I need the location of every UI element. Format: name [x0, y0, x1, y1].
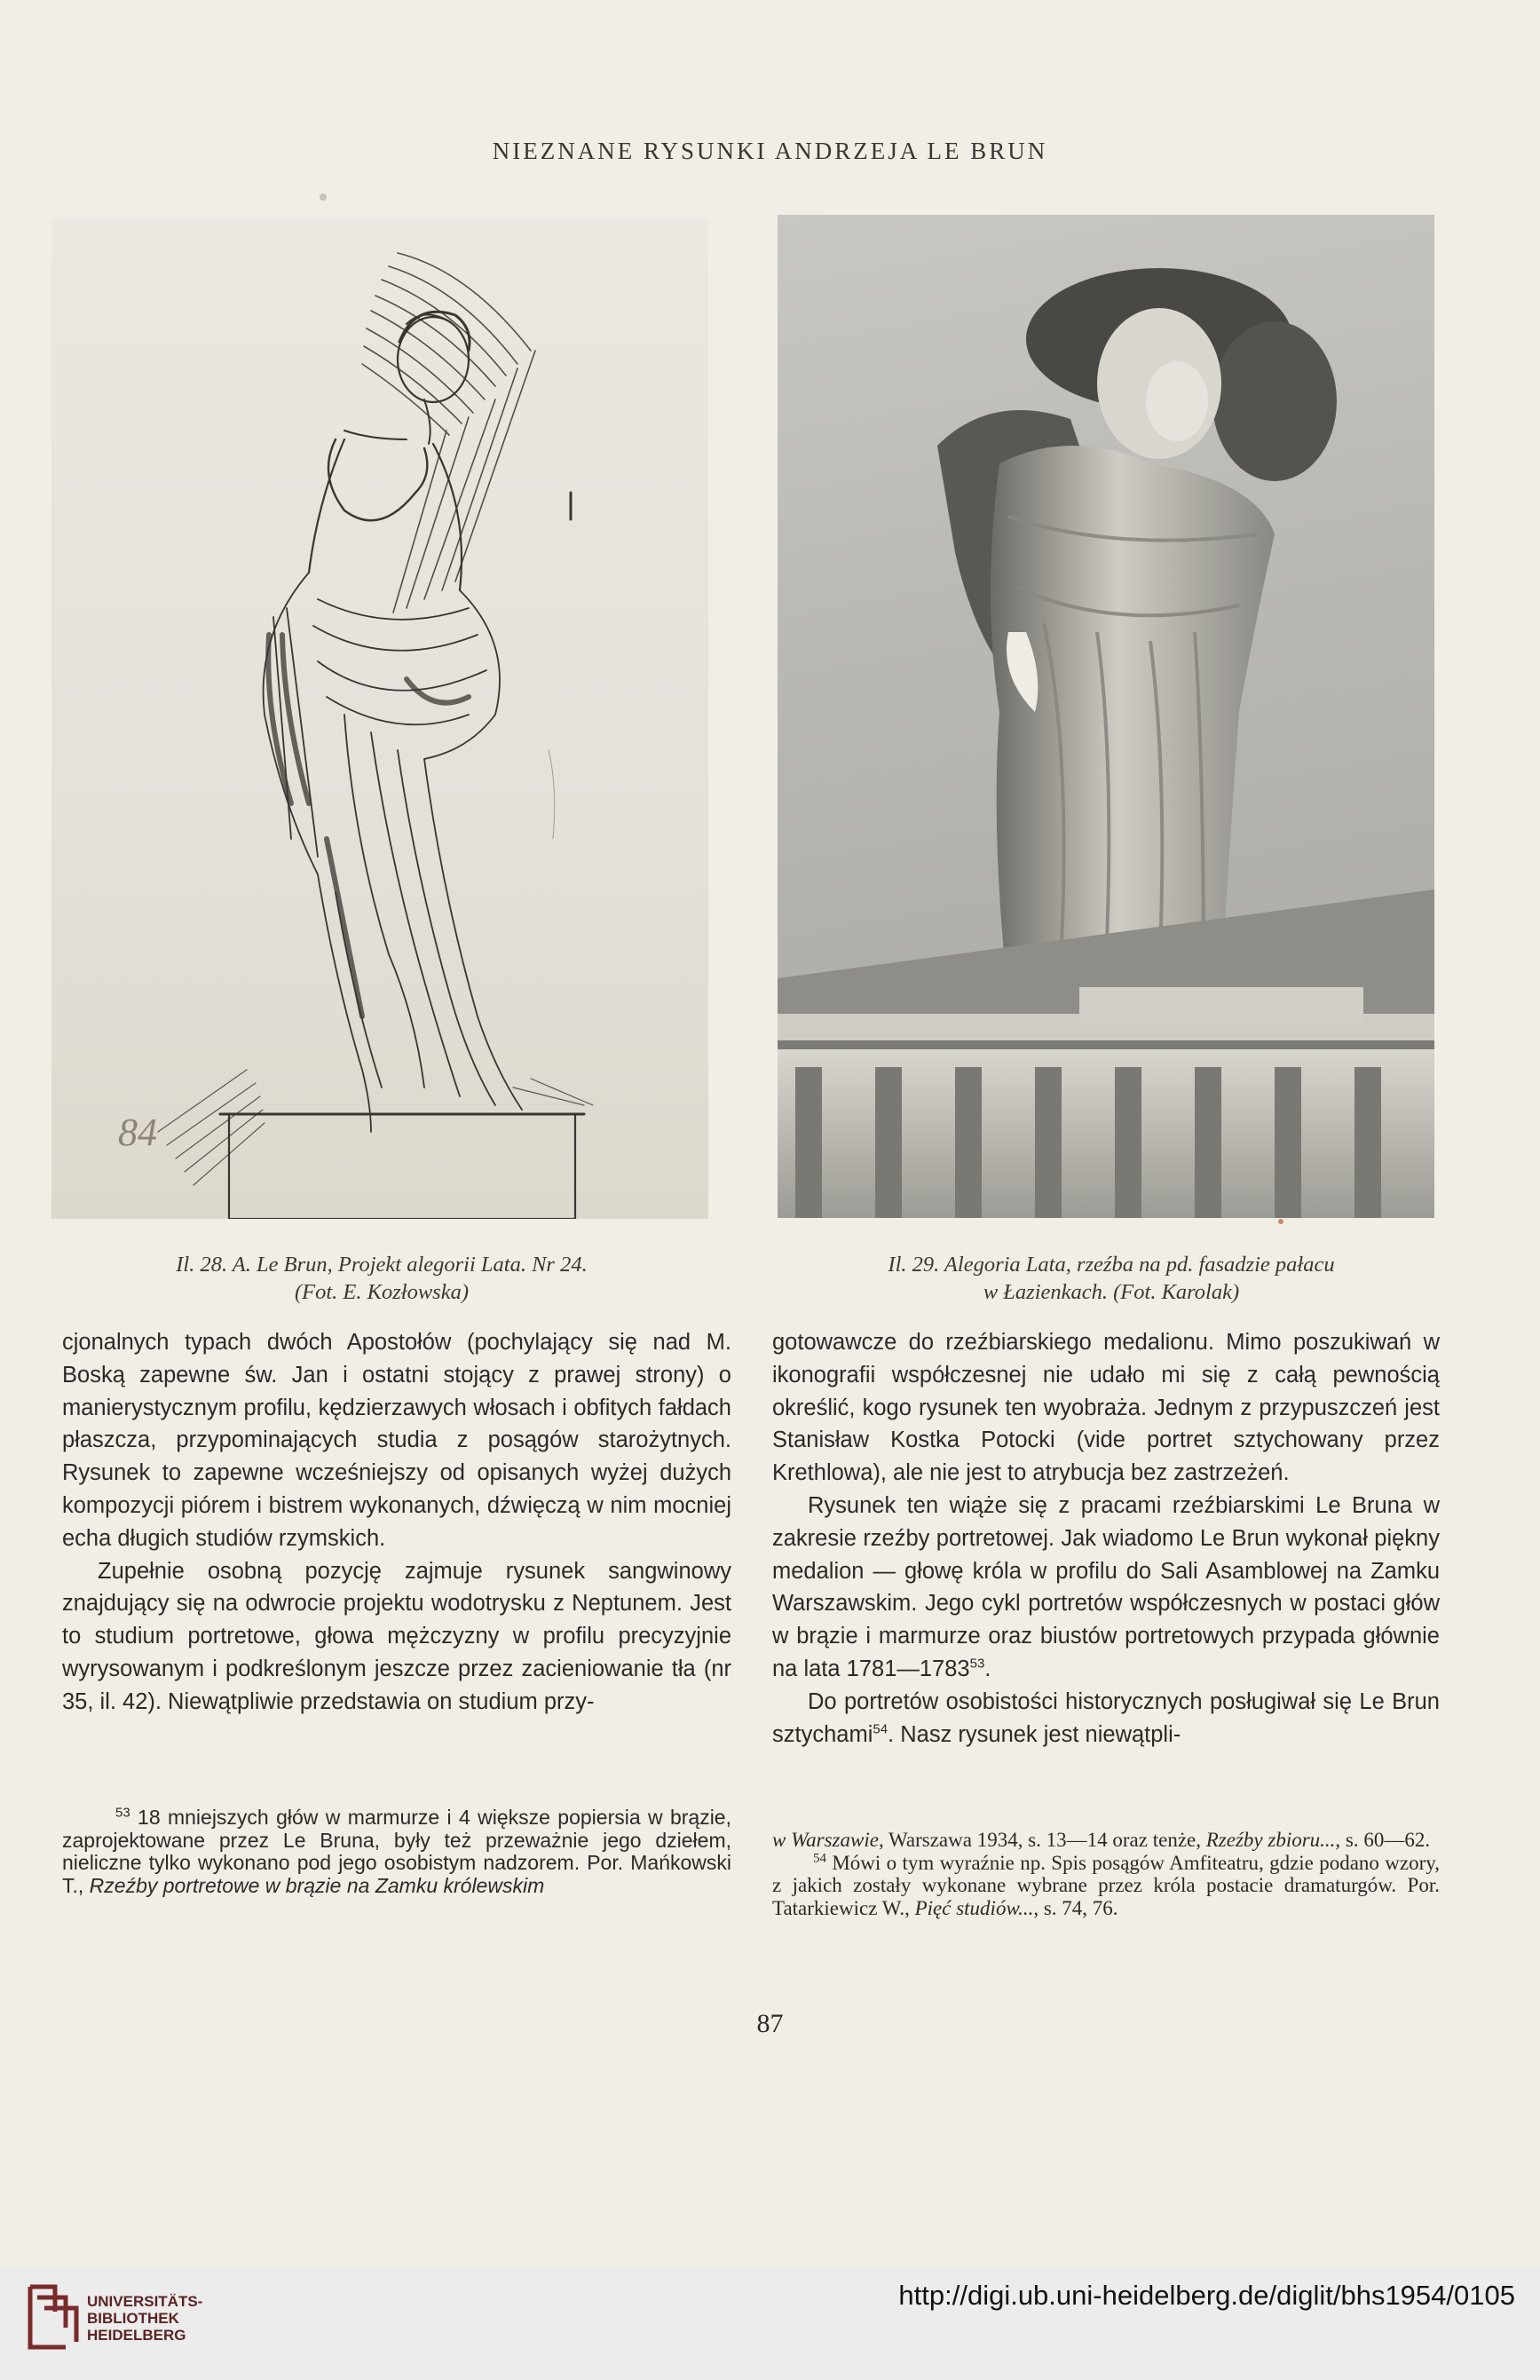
caption-figure-29: [774, 1251, 1449, 1306]
footnotes-right: [772, 1829, 1440, 1919]
footnote-54: [772, 1852, 1440, 1920]
footnote-number: 54: [813, 1850, 826, 1865]
footnote-text: Mówi o tym wyraźnie np. Spis posągów Amfiteatru, gdzie podano wzory, z jakich zostały wykonane wybrane przez króla postacie dramaturgów. Por. Tatarkiewicz W.,: [772, 1851, 1440, 1919]
text-column-left: [62, 1326, 731, 1719]
caption-figure-28: [53, 1251, 710, 1306]
paragraph: Zupełnie osobną pozycję zajmuje rysunek sangwinowy znajdujący się na odwrocie projektu wodotrysku z Neptunem. Jest to studium portretowe, głowa mężczyzny w profilu precyzyjnie wyrysowanym i podkreślonym jeszcze przez zacieniowanie tła (nr 35, il. 42). Niewątpliwie przedstawia on studium przy-: [62, 1558, 731, 1714]
footnotes-left: [62, 1807, 731, 1897]
paragraph: cjonalnych typach dwóch Apostołów (pochylający się nad M. Boską zapewne św. Jan i ostatni stojący z prawej strony) o manierystycznym profilu, kędzierzawych włosach i obfitych fałdach płaszcza, przypominających studia z posągów starożytnych. Rysunek to zapewne wcześniejszy od opisanych wyżej dużych kompozycji piórem i bistrem wykonanych, dźwięczą w nim mocniej echa długich studiów rzymskich.: [62, 1330, 731, 1551]
library-logo-text: [87, 2293, 202, 2344]
library-logo-icon: [25, 2278, 82, 2356]
photo-sculpture-allegory-of-summer: [778, 215, 1434, 1218]
running-head: NIEZNANE RYSUNKI ANDRZEJA LE BRUN: [492, 138, 1048, 164]
caption-line: w Łazienkach. (Fot. Karolak): [983, 1280, 1240, 1304]
dust-speck: [320, 194, 327, 201]
footnote-text: , s. 60—62.: [1335, 1829, 1431, 1851]
footnote-53-continued: [772, 1829, 1440, 1852]
drawing-inventory-number: 84: [118, 1111, 157, 1154]
caption-line: Il. 29. Alegoria Lata, rzeźba na pd. fasadzie pałacu: [888, 1253, 1335, 1277]
paragraph: [772, 1490, 1440, 1686]
drawing-illustration: [51, 217, 708, 1219]
text-column-right: [772, 1326, 1440, 1751]
footnote-ref: 54: [873, 1721, 888, 1737]
paragraph: [772, 1686, 1440, 1751]
footnote-title: Rzeźby zbioru...: [1205, 1829, 1336, 1851]
footnote-title: w Warszawie: [772, 1829, 879, 1851]
logo-line: BIBLIOTHEK: [87, 2310, 179, 2327]
footnote-ref: 53: [969, 1656, 985, 1672]
paragraph-text: Do portretów osobistości historycznych posługiwał się Le Brun sztychami: [772, 1688, 1440, 1747]
caption-line: (Fot. E. Kozłowska): [295, 1280, 469, 1304]
page-number: 87: [756, 2009, 784, 2038]
dust-speck: [1278, 1219, 1283, 1224]
footnote-text: , s. 74, 76.: [1033, 1896, 1118, 1919]
logo-line: UNIVERSITÄTS-: [87, 2293, 203, 2310]
footnote-title: Rzeźby portretowe w brązie na Zamku królewskim: [89, 1873, 545, 1897]
footnote-number: 53: [115, 1805, 130, 1821]
caption-line: Il. 28. A. Le Brun, Projekt alegorii Lata. Nr 24.: [176, 1253, 588, 1277]
paragraph-text: .: [984, 1656, 991, 1681]
paragraph-text: Rysunek ten wiąże się z pracami rzeźbiarskimi Le Bruna w zakresie rzeźby portretowej. Jak wiadomo Le Brun wykonał piękny medalion — głowę króla w profilu do Sali Asamblowej na Zamku Warszawskim. Jego cykl portretów współczesnych w postaci głów w brązie i marmurze oraz biustów portretowych przypada głównie na lata 1781—1783: [772, 1492, 1440, 1681]
footnote-title: Pięć studiów...: [914, 1896, 1034, 1919]
footnote-text: 18 mniejszych głów w marmurze i 4 większe popiersia w brązie, zaprojektowane przez Le Bruna, były też przeważnie jego dziełem, nieliczne tylko wykonano pod jego osobistym nadzorem. Por. Mańkowski T.,: [62, 1806, 731, 1897]
footnote-text: , Warszawa 1934, s. 13—14 oraz tenże,: [878, 1829, 1206, 1851]
source-url-link[interactable]: http://digi.ub.uni-heidelberg.de/diglit/bhs1954/0105: [898, 2280, 1515, 2311]
figure-drawing-allegory-of-summer: [51, 217, 708, 1219]
paragraph: gotowawcze do rzeźbiarskiego medalionu. Mimo poszukiwań w ikonografii współczesnej nie udało mi się z całą pewnością określić, kogo rysunek ten wyobraża. Jednym z przypuszczeń jest Stanisław Kostka Potocki (vide portret sztychowany przez Krethlowa), ale nie jest to atrybucja bez zastrzeżeń.: [772, 1330, 1440, 1486]
logo-line: HEIDELBERG: [87, 2327, 186, 2344]
footnote-53: [62, 1807, 731, 1897]
sculpture-photo-illustration: [778, 215, 1434, 1218]
paragraph-text: . Nasz rysunek jest niewątpli-: [888, 1721, 1181, 1747]
